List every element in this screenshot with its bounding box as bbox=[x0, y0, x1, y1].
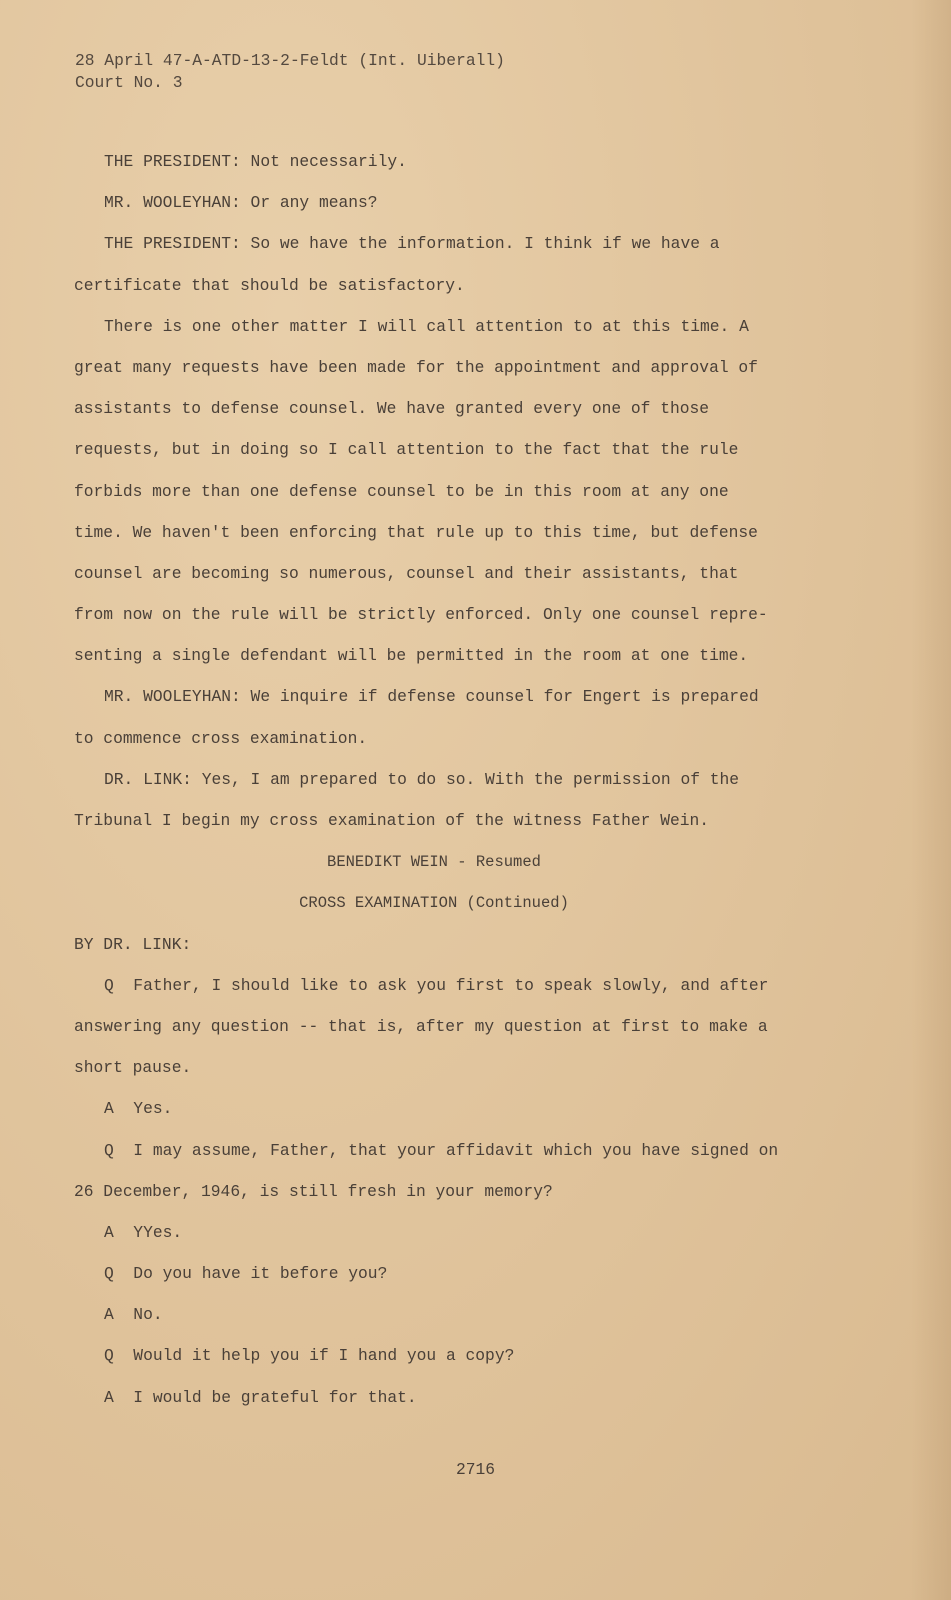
transcript-line: A I would be grateful for that. bbox=[104, 1387, 417, 1407]
transcript-line: Q I may assume, Father, that your affidavit which you have signed on bbox=[104, 1140, 779, 1160]
transcript-line: certificate that should be satisfactory. bbox=[74, 275, 465, 295]
transcript-line: requests, but in doing so I call attention to the fact that the rule bbox=[74, 440, 739, 460]
transcript-line: A Yes. bbox=[104, 1099, 173, 1119]
header-court: Court No. 3 bbox=[75, 73, 183, 92]
transcript-line: A YYes. bbox=[104, 1222, 183, 1242]
transcript-line: 26 December, 1946, is still fresh in your memory? bbox=[74, 1181, 553, 1201]
header-reference: 28 April 47-A-ATD-13-2-Feldt (Int. Uiberall) bbox=[75, 51, 505, 70]
transcript-line: assistants to defense counsel. We have granted every one of those bbox=[74, 399, 710, 419]
section-heading: BENEDIKT WEIN - Resumed bbox=[327, 853, 541, 872]
transcript-line: MR. WOOLEYHAN: We inquire if defense counsel for Engert is prepared bbox=[104, 687, 759, 707]
transcript-line: THE PRESIDENT: Not necessarily. bbox=[104, 152, 407, 171]
transcript-line: THE PRESIDENT: So we have the information. I think if we have a bbox=[104, 234, 720, 254]
transcript-line: Tribunal I begin my cross examination of the witness Father Wein. bbox=[74, 811, 710, 830]
transcript-line: great many requests have been made for the appointment and approval of bbox=[74, 357, 758, 377]
transcript-line: answering any question -- that is, after my question at first to make a bbox=[74, 1016, 768, 1036]
transcript-line: Q Do you have it before you? bbox=[104, 1264, 388, 1284]
transcript-line: A No. bbox=[104, 1305, 163, 1325]
transcript-line: Q Would it help you if I hand you a copy? bbox=[104, 1346, 515, 1366]
transcript-line: There is one other matter I will call attention to at this time. A bbox=[104, 316, 749, 336]
transcript-body bbox=[74, 150, 894, 1427]
transcript-line: to commence cross examination. bbox=[74, 728, 368, 748]
transcript-line: senting a single defendant will be permitted in the room at one time. bbox=[74, 646, 749, 666]
page-header bbox=[75, 50, 505, 94]
transcript-line: Q Father, I should like to ask you first to speak slowly, and after bbox=[104, 975, 769, 995]
transcript-line: counsel are becoming so numerous, counsel and their assistants, that bbox=[74, 563, 739, 583]
transcript-line: time. We haven't been enforcing that rule up to this time, but defense bbox=[74, 522, 758, 542]
page-number: 2716 bbox=[455, 1460, 496, 1479]
section-heading: CROSS EXAMINATION (Continued) bbox=[299, 894, 569, 913]
transcript-line: from now on the rule will be strictly enforced. Only one counsel repre- bbox=[74, 605, 768, 625]
transcript-line: forbids more than one defense counsel to be in this room at any one bbox=[74, 481, 729, 501]
transcript-line: MR. WOOLEYHAN: Or any means? bbox=[104, 193, 378, 213]
transcript-line: short pause. bbox=[74, 1058, 192, 1078]
transcript-line: BY DR. LINK: bbox=[74, 934, 192, 954]
paper-edge-shadow bbox=[911, 0, 951, 1600]
transcript-line: DR. LINK: Yes, I am prepared to do so. With the permission of the bbox=[104, 769, 740, 789]
